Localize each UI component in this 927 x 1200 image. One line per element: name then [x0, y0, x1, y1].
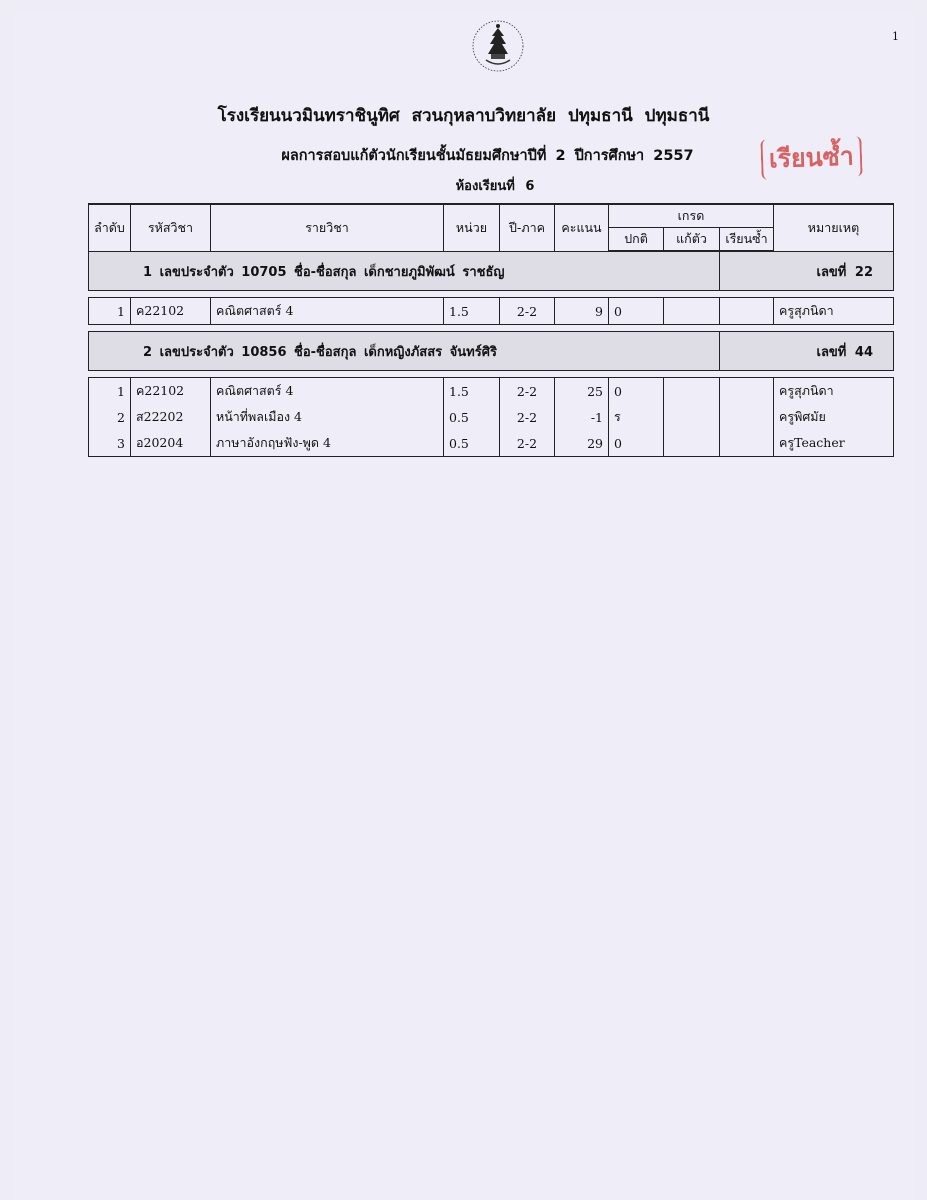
- col-grade-normal: ปกติ: [609, 228, 664, 252]
- table-row: [89, 430, 894, 457]
- cell-remark: ครูสุภนิดา: [774, 378, 894, 405]
- cell-order: 3: [89, 430, 131, 457]
- cell-grade-retest: [664, 378, 720, 405]
- cell-term: 2-2: [500, 378, 555, 405]
- spacer-cell: [89, 325, 894, 332]
- spacer-cell: [89, 291, 894, 298]
- cell-code: ค22102: [131, 378, 211, 405]
- cell-grade-retest: [664, 298, 720, 325]
- cell-score: -1: [555, 404, 609, 430]
- cell-order: 1: [89, 298, 131, 325]
- cell-credit: 1.5: [444, 378, 500, 405]
- cell-term: 2-2: [500, 298, 555, 325]
- col-credit: หน่วย: [444, 204, 500, 251]
- cell-code: ค22102: [131, 298, 211, 325]
- school-name: โรงเรียนนวมินทราชินูทิศ สวนกุหลาบวิทยาลัย ปทุมธานี ปทุมธานี: [217, 106, 710, 126]
- col-order: ลำดับ: [89, 204, 131, 251]
- col-grade-repeat: เรียนซ้ำ: [720, 228, 774, 252]
- school-seal-icon: [470, 18, 526, 74]
- cell-score: 25: [555, 378, 609, 405]
- results-table: [88, 203, 894, 457]
- cell-grade-repeat: [720, 430, 774, 457]
- row-spacer: [89, 291, 894, 298]
- col-grade-retest: แก้ตัว: [664, 228, 720, 252]
- cell-term: 2-2: [500, 404, 555, 430]
- cell-remark: ครูพิศมัย: [774, 404, 894, 430]
- cell-grade-normal: ร: [609, 404, 664, 430]
- table-row: [89, 404, 894, 430]
- page-number: 1: [892, 30, 899, 43]
- cell-subject: ภาษาอังกฤษฟัง-พูด 4: [211, 430, 444, 457]
- student-number: เลขที่ 22: [720, 251, 894, 291]
- cell-remark: ครูสุภนิดา: [774, 298, 894, 325]
- classroom-label: ห้องเรียนที่ 6: [455, 179, 535, 194]
- cell-term: 2-2: [500, 430, 555, 457]
- cell-credit: 0.5: [444, 430, 500, 457]
- col-remark: หมายเหตุ: [774, 204, 894, 251]
- cell-grade-normal: 0: [609, 298, 664, 325]
- cell-code: อ20204: [131, 430, 211, 457]
- col-code: รหัสวิชา: [131, 204, 211, 251]
- cell-credit: 1.5: [444, 298, 500, 325]
- repeat-class-stamp: เรียนซ้ำ: [760, 136, 862, 179]
- student-header-row: [89, 251, 894, 291]
- col-score: คะแนน: [555, 204, 609, 251]
- table-row: [89, 378, 894, 405]
- cell-grade-retest: [664, 404, 720, 430]
- cell-grade-repeat: [720, 404, 774, 430]
- cell-credit: 0.5: [444, 404, 500, 430]
- col-subject: รายวิชา: [211, 204, 444, 251]
- table-header-row: [89, 204, 894, 228]
- cell-remark: ครูTeacher: [774, 430, 894, 457]
- cell-order: 2: [89, 404, 131, 430]
- student-info: 2 เลขประจำตัว 10856 ชื่อ-ชื่อสกุล เด็กหญิงภัสสร จันทร์ศิริ: [89, 332, 720, 371]
- cell-subject: คณิตศาสตร์ 4: [211, 378, 444, 405]
- cell-grade-retest: [664, 430, 720, 457]
- cell-order: 1: [89, 378, 131, 405]
- row-spacer: [89, 325, 894, 332]
- student-header-row: [89, 332, 894, 371]
- student-info: 1 เลขประจำตัว 10705 ชื่อ-ชื่อสกุล เด็กชายภูมิพัฒน์ ราชธัญ: [89, 251, 720, 291]
- cell-grade-normal: 0: [609, 430, 664, 457]
- cell-score: 9: [555, 298, 609, 325]
- student-number: เลขที่ 44: [720, 332, 894, 371]
- cell-code: ส22202: [131, 404, 211, 430]
- cell-grade-normal: 0: [609, 378, 664, 405]
- spacer-cell: [89, 371, 894, 378]
- cell-subject: คณิตศาสตร์ 4: [211, 298, 444, 325]
- cell-grade-repeat: [720, 298, 774, 325]
- row-spacer: [89, 371, 894, 378]
- cell-subject: หน้าที่พลเมือง 4: [211, 404, 444, 430]
- cell-grade-repeat: [720, 378, 774, 405]
- cell-score: 29: [555, 430, 609, 457]
- col-grade: เกรด: [609, 204, 774, 228]
- table-row: [89, 298, 894, 325]
- report-subtitle: ผลการสอบแก้ตัวนักเรียนชั้นมัธยมศึกษาปีที่ 2 ปีการศึกษา 2557: [281, 148, 694, 164]
- col-term: ปี-ภาค: [500, 204, 555, 251]
